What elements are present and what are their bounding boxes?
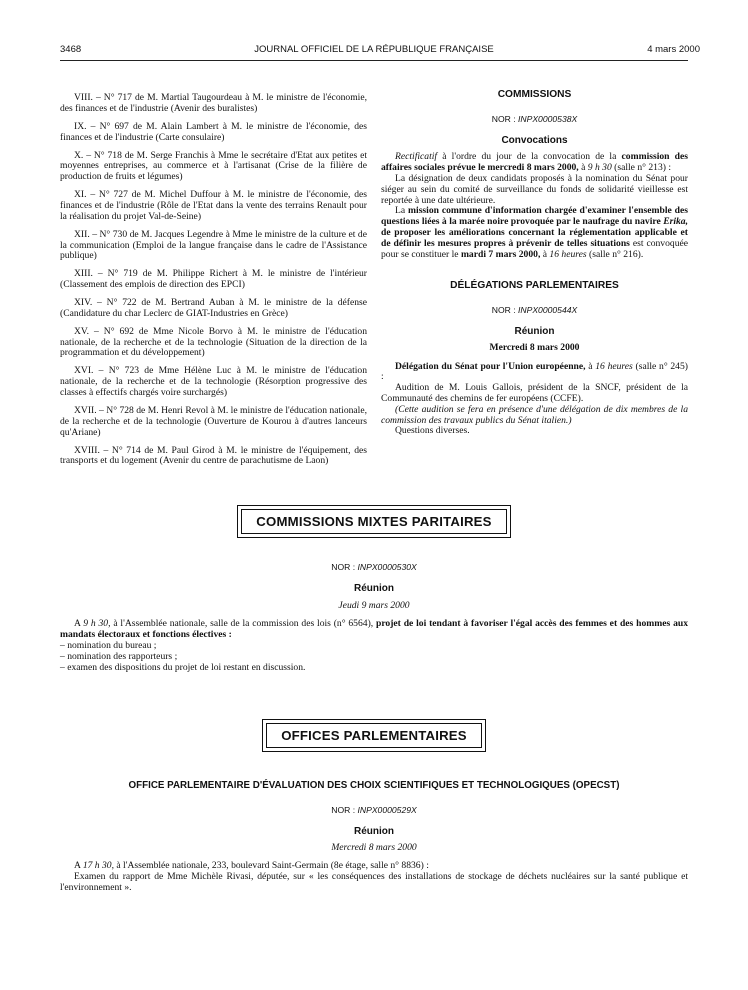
cmp-agenda-item: – nomination des rapporteurs ;: [60, 650, 178, 662]
cmp-section-box: [237, 505, 510, 538]
question-item: XV. – N° 692 de Mme Nicole Borvo à M. le ministre de l'éducation nationale, de la recherche et de la technologie (Situation de la direction de la programmation et du développement): [60, 325, 367, 359]
question-item: IX. – N° 697 de M. Alain Lambert à M. le ministre de l'économie, des finances et de l'industrie (Carte consulaire): [60, 120, 367, 143]
convocation-mission: La mission commune d'information chargée d'examiner l'ensemble des questions liées à la marée noire provoquée par le naufrage du navire Erika, de proposer les améliorations concernant la réglementation applicable et de définir les mesures propres à prévenir de telles situations est convoquée pour se constituer le mardi 7 mars 2000, à 16 heures (salle n° 216).: [381, 205, 689, 260]
question-item: XIV. – N° 722 de M. Bertrand Auban à M. le ministre de la défense (Candidature du char Leclerc de GIAT-Industries en Grèce): [60, 297, 367, 319]
delegation-meeting: Délégation du Sénat pour l'Union européenne, à 16 heures (salle n° 245) :: [381, 360, 688, 383]
cmp-reunion: Réunion: [354, 582, 394, 594]
offices-section-box: [262, 719, 486, 752]
convocation-rectificatif: Rectificatif à l'ordre du jour de la convocation de la commission des affaires sociales prévue le mercredi 8 mars 2000, à 9 h 30 (salle n° 213) :: [381, 151, 688, 174]
offices-nor: NOR : INPX0000529X: [331, 804, 417, 815]
offices-section-title: OFFICES PARLEMENTAIRES: [266, 723, 482, 748]
question-item: XVI. – N° 723 de Mme Hélène Luc à M. le ministre de l'éducation nationale, de la recherche et de la technologie (Résorption progressive des classes à effectifs chargés voire surchargés): [60, 365, 367, 399]
delegations-date: Mercredi 8 mars 2000: [489, 341, 580, 353]
cmp-section-title: COMMISSIONS MIXTES PARITAIRES: [241, 509, 506, 534]
question-item: VIII. – N° 717 de M. Martial Taugourdeau à M. le ministre de l'économie, des finances et de l'industrie (Avenir des buralistes): [60, 92, 367, 114]
question-item: XI. – N° 727 de M. Michel Duffour à M. le ministre de l'économie, des finances et de l'industrie (Rôle de l'Etat dans la vente des terrains Renault pour la réalisation du projet Val-de-Seine): [60, 189, 367, 222]
offices-date: Mercredi 8 mars 2000: [331, 842, 417, 854]
commissions-nor: NOR : INPX0000538X: [491, 113, 578, 124]
header-rule: [60, 60, 688, 61]
cmp-box-wrapper: [0, 505, 748, 538]
cmp-agenda-item: – nomination du bureau ;: [60, 639, 157, 651]
delegation-questions: Questions diverses.: [395, 425, 470, 437]
cmp-meeting: A 9 h 30, à l'Assemblée nationale, salle de la commission des lois (n° 6564), projet de loi tendant à favoriser l'égal accès des femmes et des hommes aux mandats électoraux et fonctions électives :: [60, 618, 688, 641]
offices-box-wrapper: [0, 719, 748, 752]
cmp-agenda-item: – examen des dispositions du projet de loi restant en discussion.: [60, 661, 306, 673]
convocation-designation: La désignation de deux candidats proposés à la nomination du Sénat pour siéger au sein du comité de surveillance du fonds de solidarité vieillesse est reportée à une date ultérieure.: [381, 172, 688, 206]
opecst-heading: OFFICE PARLEMENTAIRE D'ÉVALUATION DES CHOIX SCIENTIFIQUES ET TECHNOLOGIQUES (OPECST): [128, 780, 620, 791]
cmp-section: [60, 562, 688, 673]
offices-reunion: Réunion: [354, 825, 394, 837]
delegations-nor: NOR : INPX0000544X: [491, 305, 578, 316]
cmp-nor: NOR : INPX0000530X: [331, 562, 417, 572]
offices-meeting: A 17 h 30, à l'Assemblée nationale, 233, boulevard Saint-Germain (8e étage, salle n° 8836) :: [74, 860, 429, 872]
delegation-note: (Cette audition se fera en présence d'une délégation de dix membres de la commission des travaux publics du Sénat italien.): [381, 403, 688, 426]
question-item: XII. – N° 730 de M. Jacques Legendre à Mme le ministre de la culture et de la communication (Emploi de la langue française dans le cadre de l'Assistance publique): [60, 228, 367, 262]
page-number: 3468: [60, 44, 82, 55]
issue-date: 4 mars 2000: [647, 44, 700, 55]
question-item: X. – N° 718 de M. Serge Franchis à Mme le secrétaire d'Etat aux petites et moyennes entreprises, au commerce et à l'artisanat (Crise de la filière de production de fruits et légumes): [60, 149, 367, 183]
commissions-heading: COMMISSIONS: [497, 89, 572, 100]
delegations-heading: DÉLÉGATIONS PARLEMENTAIRES: [450, 280, 619, 292]
questions-list: [60, 93, 367, 474]
journal-title: JOURNAL OFFICIEL DE LA RÉPUBLIQUE FRANÇAISE: [254, 44, 494, 55]
cmp-date: Jeudi 9 mars 2000: [338, 599, 410, 611]
offices-section: [60, 781, 688, 894]
question-item: XVIII. – N° 714 de M. Paul Girod à M. le ministre de l'équipement, des transports et du logement (Avenir du centre de parachutisme de Laon): [60, 444, 367, 467]
offices-agenda: Examen du rapport de Mme Michèle Rivasi, députée, sur « les conséquences des installations de stockage de déchets nucléaires sur la santé publique et l'environnement ».: [60, 870, 688, 893]
question-item: XIII. – N° 719 de M. Philippe Richert à M. le ministre de l'intérieur (Classement des emplois de direction des EPCI): [60, 268, 367, 291]
right-column: [381, 90, 688, 437]
delegation-audition: Audition de M. Louis Gallois, président de la SNCF, président de la Communauté des chemins de fer européens (CCFE).: [381, 382, 688, 404]
convocations-heading: Convocations: [501, 134, 568, 146]
delegations-reunion: Réunion: [514, 325, 555, 337]
question-item: XVII. – N° 728 de M. Henri Revol à M. le ministre de l'éducation nationale, de la recherche et de la technologie (Ouverture de Kourou à d'autres lanceurs qu'Ariane): [60, 405, 367, 438]
